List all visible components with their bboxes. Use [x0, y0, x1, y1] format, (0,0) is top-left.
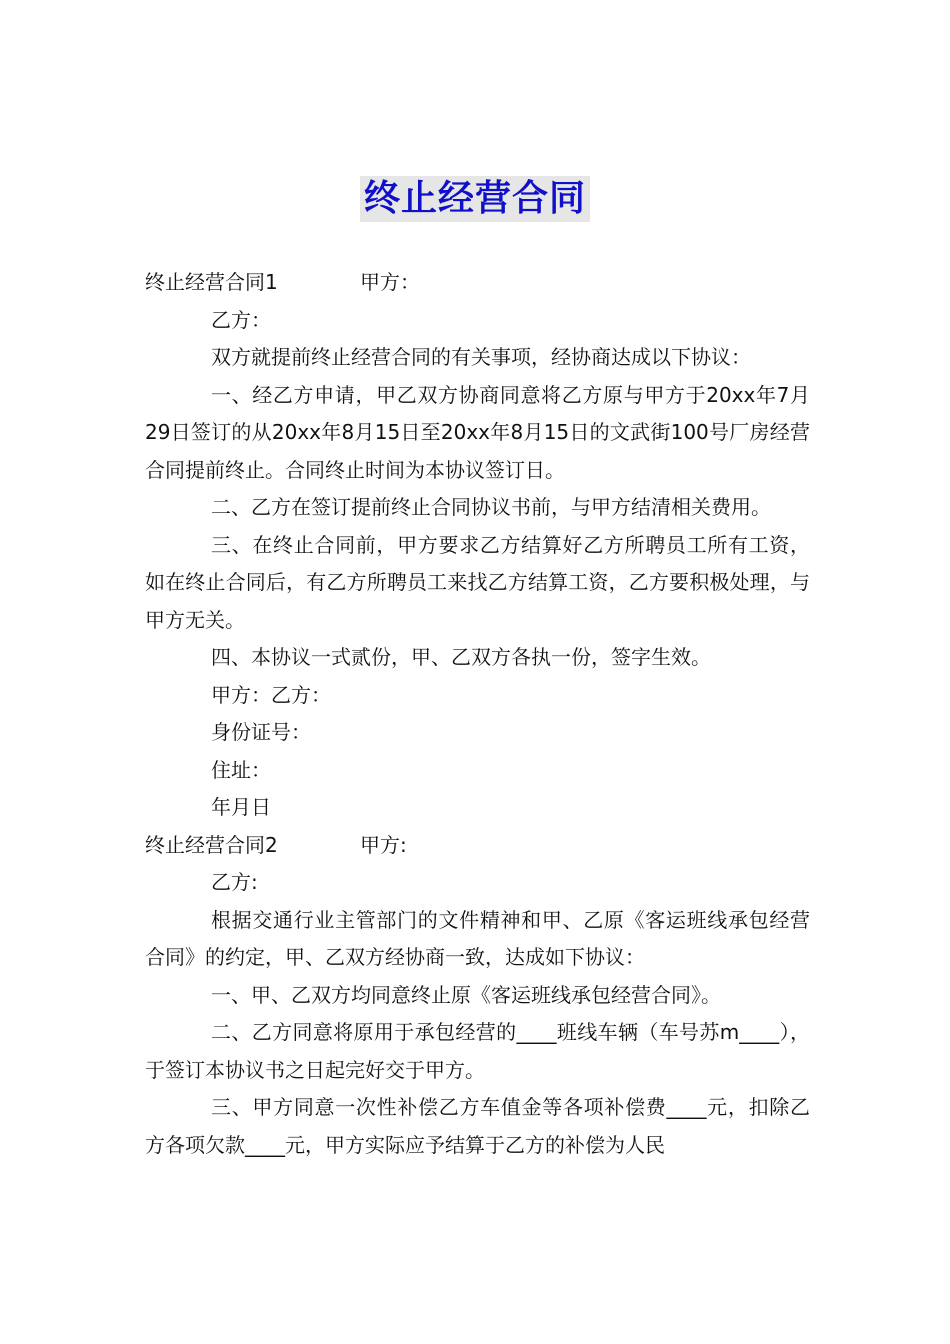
contract1-clause2: 二、乙方在签订提前终止合同协议书前，与甲方结清相关费用。: [211, 495, 771, 519]
contract2-clause3: 三、甲方同意一次性补偿乙方车值金等各项补偿费____元，扣除乙方各项欠款____元，甲方实际应予结算于乙方的补偿为人民: [145, 1095, 810, 1157]
contract1-party-a: 甲方：: [360, 270, 420, 294]
contract1-id-number: 身份证号：: [211, 720, 311, 744]
contract1-clause4: 四、本协议一式贰份，甲、乙双方各执一份，签字生效。: [211, 645, 711, 669]
contract2-intro: 根据交通行业主管部门的文件精神和甲、乙原《客运班线承包经营合同》的约定，甲、乙双方经协商一致，达成如下协议：: [145, 907, 810, 969]
contract2-heading: 终止经营合同2: [145, 832, 278, 857]
contract1-clause1: 一、经乙方申请，甲乙双方协商同意将乙方原与甲方于20xx年7月29日签订的从20xx年8月15日至20xx年8月15日的文武街100号厂房经营合同提前终止。合同终止时间为本协议签订日。: [145, 382, 810, 482]
title-container: [0, 176, 950, 222]
contract1-clause3: 三、在终止合同前，甲方要求乙方结算好乙方所聘员工所有工资，如在终止合同后，有乙方所聘员工来找乙方结算工资，乙方要积极处理，与甲方无关。: [145, 532, 810, 632]
contract1-heading-row: [145, 264, 810, 302]
contract1-date: 年月日: [211, 795, 271, 819]
contract1-intro: 双方就提前终止经营合同的有关事项，经协商达成以下协议：: [211, 345, 751, 369]
contract2-clause2: 二、乙方同意将原用于承包经营的____班线车辆（车号苏m____），于签订本协议书之日起完好交于甲方。: [145, 1020, 810, 1082]
contract2-clause1: 一、甲、乙双方均同意终止原《客运班线承包经营合同》。: [211, 982, 721, 1007]
contract2-heading-row: [145, 827, 810, 865]
contract1-heading: 终止经营合同1: [145, 270, 278, 294]
document-title: 终止经营合同: [360, 176, 590, 222]
contract2-party-b: 乙方:: [211, 870, 258, 894]
contract2-party-a: 甲方:: [360, 832, 407, 857]
document-body: [145, 264, 810, 1164]
contract1-party-b: 乙方：: [211, 307, 271, 332]
contract1-address: 住址：: [211, 757, 271, 782]
contract1-sign-parties: 甲方：乙方：: [211, 682, 331, 707]
